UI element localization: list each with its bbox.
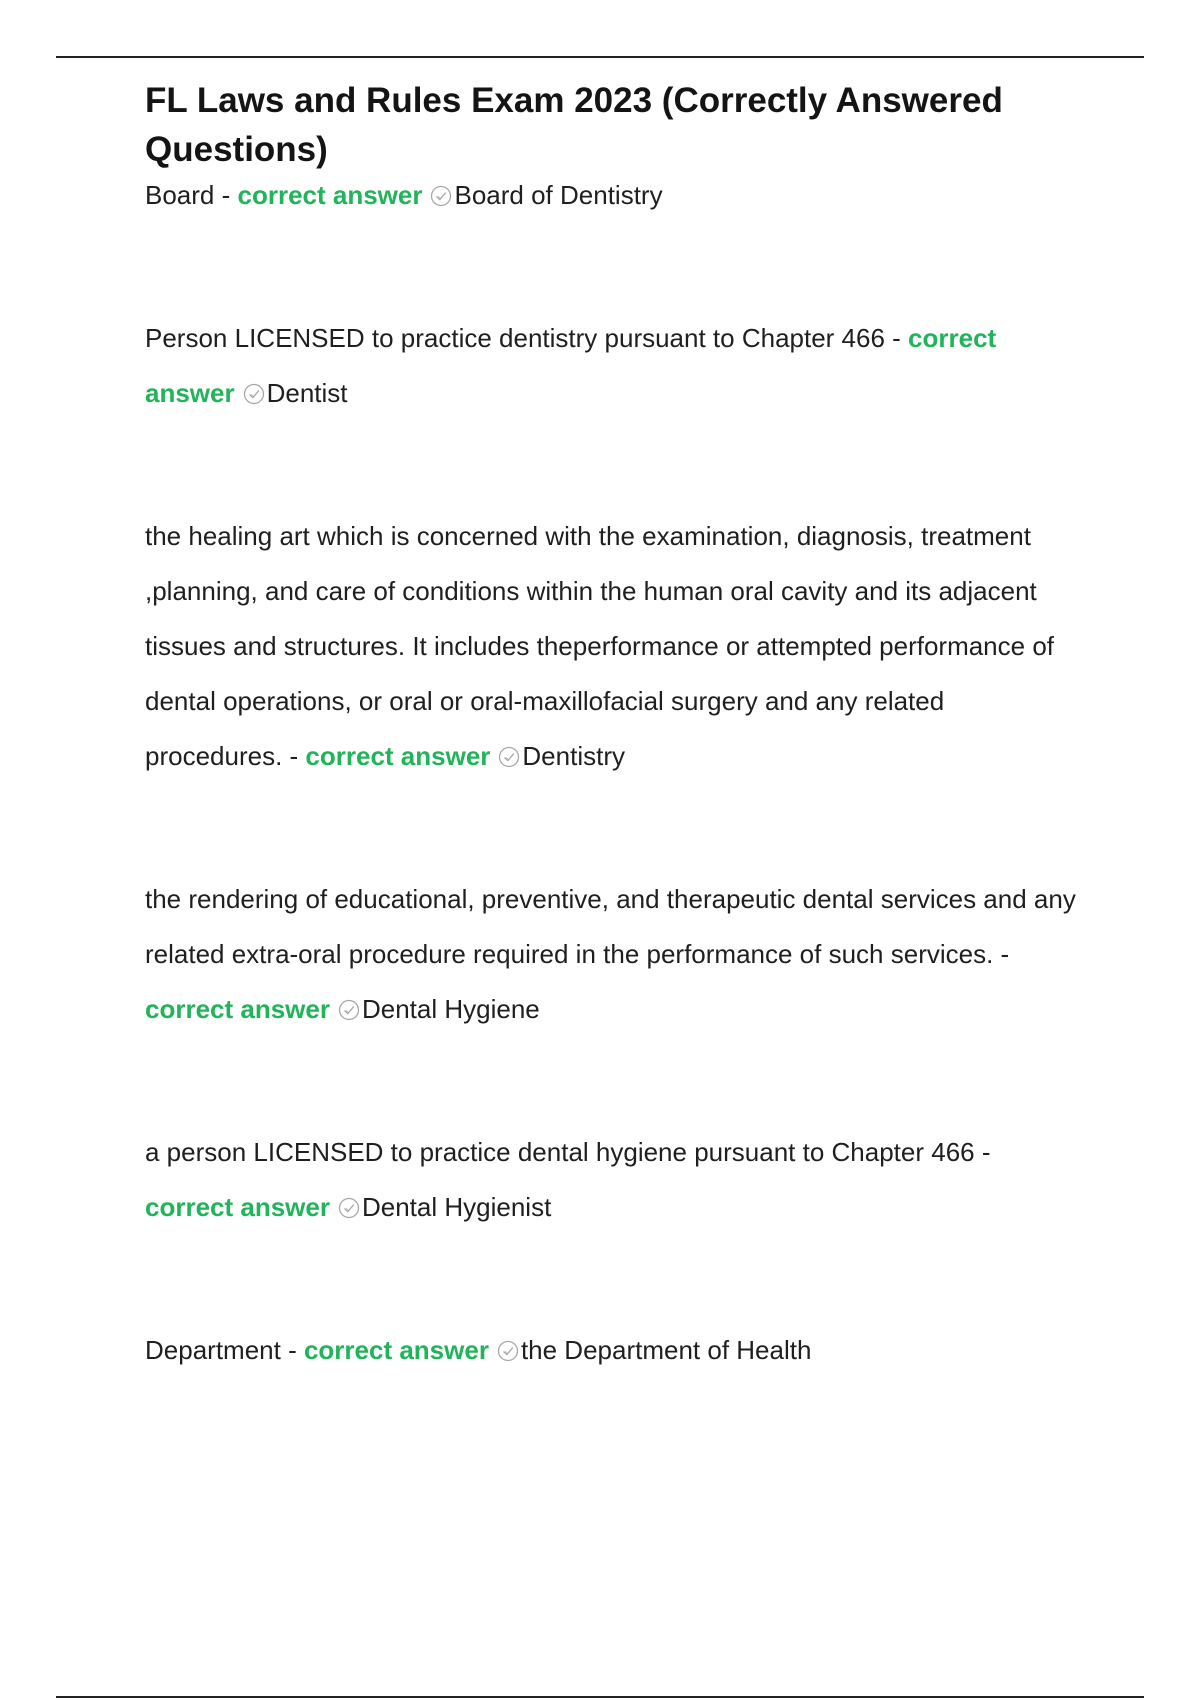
answer-text: Dentist [266, 378, 348, 408]
qa-item [145, 311, 1085, 421]
question-text: the healing art which is concerned with the examination, diagnosis, treatment ,planning, and care of conditions within the human oral cavity and its adjacent tissues and structures. It includes theperformance or attempted performance of dental operations, or oral or oral-maxillofacial surgery and any related procedures. [145, 521, 1055, 771]
separator: - [884, 323, 909, 353]
top-divider [56, 56, 1144, 58]
answer-label: correct answer [305, 741, 491, 771]
qa-item [145, 1125, 1085, 1235]
separator: - [993, 939, 1010, 969]
answer-text: the Department of Health [520, 1335, 812, 1365]
check-circle-icon [338, 1197, 360, 1219]
separator: - [282, 741, 306, 771]
question-text: Person LICENSED to practice dentistry pursuant to Chapter 466 [145, 323, 885, 353]
answer-text: Dental Hygienist [361, 1192, 552, 1222]
separator: - [974, 1137, 991, 1167]
qa-item [145, 509, 1085, 784]
answer-label: correct answer [303, 1335, 489, 1365]
answer-label: correct answer [145, 994, 330, 1024]
document-page [145, 76, 1085, 1378]
answer-text: Dental Hygiene [361, 994, 540, 1024]
check-circle-icon [338, 999, 360, 1021]
qa-item [145, 872, 1085, 1037]
check-circle-icon [498, 746, 520, 768]
separator: - [280, 1335, 304, 1365]
answer-label: correct answer [237, 180, 423, 210]
question-text: the rendering of educational, preventive, and therapeutic dental services and any related extra-oral procedure required in the performance of such services. [145, 884, 1076, 969]
question-text: a person LICENSED to practice dental hygiene pursuant to Chapter 466 [145, 1137, 975, 1167]
answer-text: Dentistry [522, 741, 625, 771]
answer-label: correct answer [145, 1192, 330, 1222]
document-title: FL Laws and Rules Exam 2023 (Correctly Answered Questions) [145, 81, 1003, 169]
question-text: Department [145, 1335, 281, 1365]
qa-item [145, 1323, 1085, 1378]
bottom-divider [56, 1696, 1144, 1698]
qa-item [145, 168, 1085, 223]
check-circle-icon [430, 185, 452, 207]
check-circle-icon [243, 383, 265, 405]
check-circle-icon [497, 1340, 519, 1362]
answer-text: Board of Dentistry [454, 180, 663, 210]
question-text: Board [145, 180, 215, 210]
answer-label: correct answer [145, 323, 997, 408]
separator: - [214, 180, 238, 210]
